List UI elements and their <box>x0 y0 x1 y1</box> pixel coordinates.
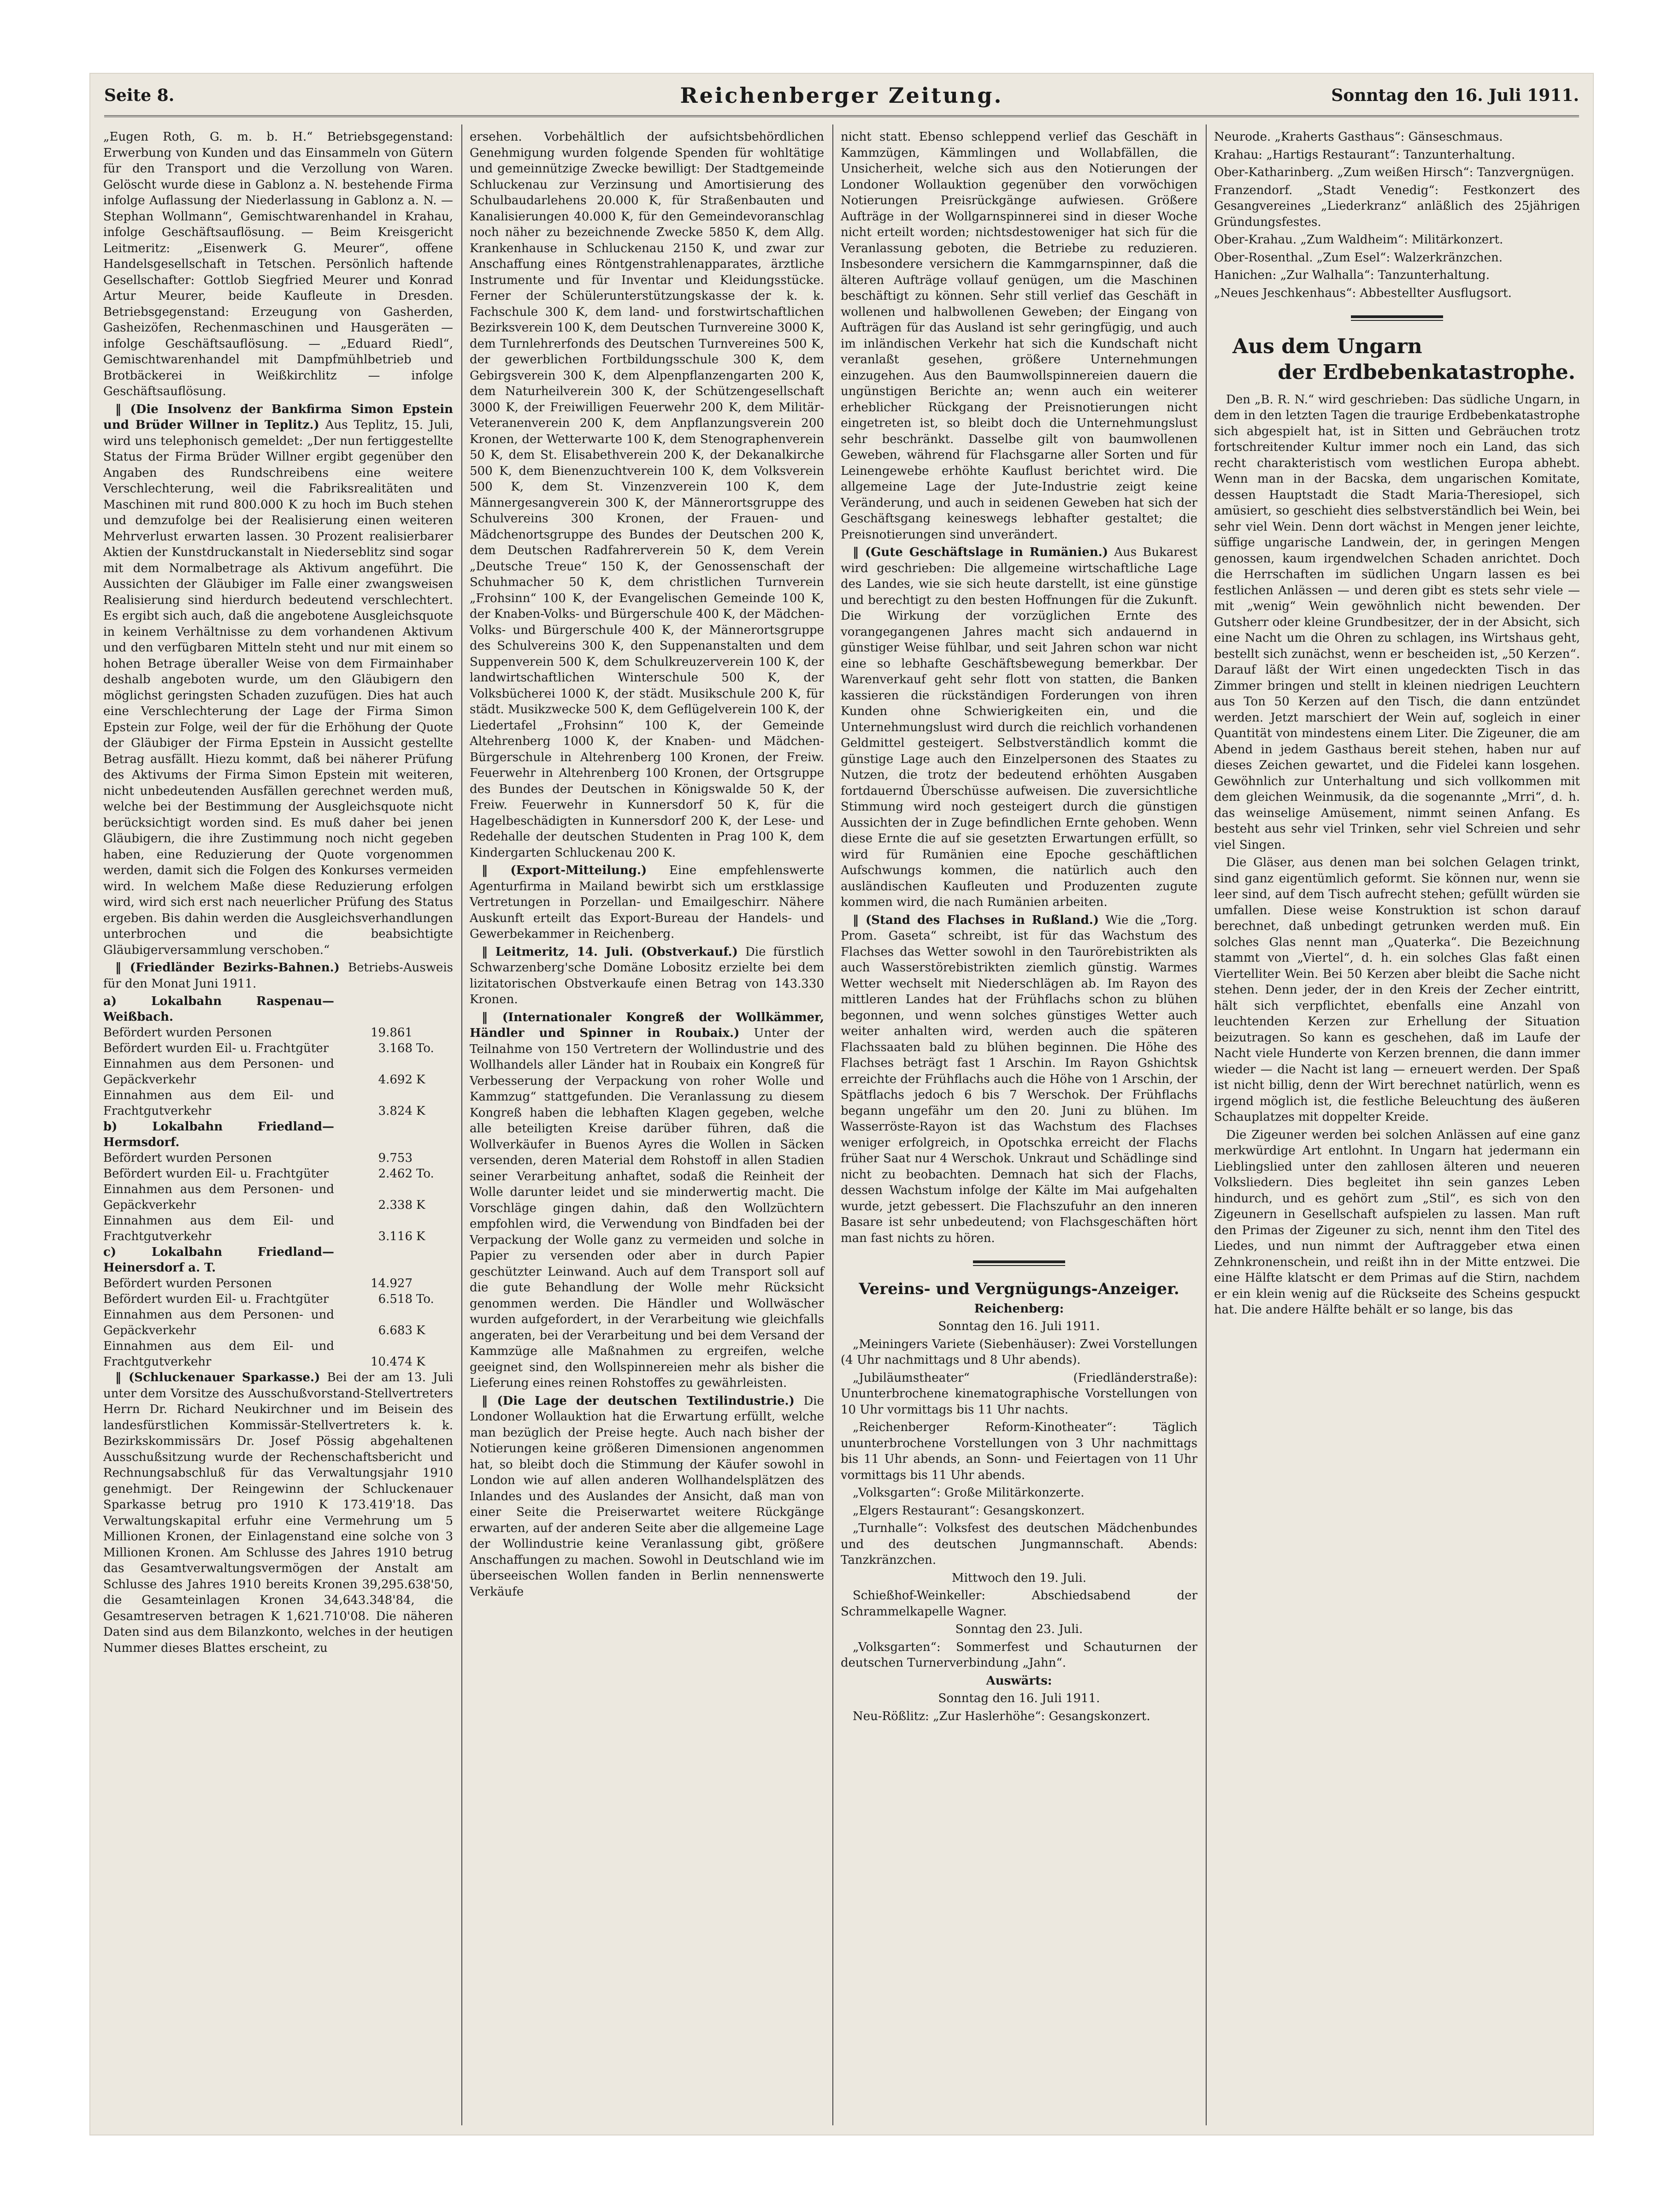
stats-value <box>334 994 413 1025</box>
event-entry: Ober-Krahau. „Zum Waldheim“: Militärkonzert. <box>1214 233 1503 247</box>
event-entry: „Volksgarten“: Große Militärkonzerte. <box>853 1486 1085 1500</box>
stats-row <box>103 1182 453 1213</box>
stats-row <box>103 1041 453 1056</box>
ornament-divider <box>841 1254 1197 1271</box>
stats-unit: K <box>416 1104 425 1118</box>
event-entry: Krahau: „Hartigs Restaurant“: Tanzunterhaltung. <box>1214 148 1515 162</box>
section-title-events: Vereins- und Vergnügungs-Anzeiger. <box>859 1279 1179 1298</box>
article-title-hungary: Aus dem Ungarn der Erdbebenkatastrophe. <box>1232 334 1575 384</box>
event-entry: „Volksgarten“: Sommerfest und Schauturnen der deutschen Turnerverbindung „Jahn“. <box>841 1640 1197 1670</box>
event-entry: Neurode. „Kraherts Gasthaus“: Gänseschmaus. <box>1214 130 1503 144</box>
stats-row <box>103 1213 453 1244</box>
article-fruit-sale: ‖ Leitmeritz, 14. Juli. (Obstverkauf.) Die fürstlich Schwarzenberg'sche Domäne Lobositz erzielte bei dem lizitatorischen Obstverkaufe einen Betrag von 143.330 Kronen. <box>470 945 825 1006</box>
stats-value: 3.824 <box>378 1104 413 1118</box>
stats-unit: K <box>416 1073 425 1087</box>
stats-label: Befördert wurden Personen <box>103 1277 272 1290</box>
page-number: Seite 8. <box>104 86 175 105</box>
stats-label: Einnahmen aus dem Eil- und Frachtgutverkehr <box>103 1214 334 1243</box>
column-rule <box>461 124 462 2125</box>
event-entry: „Neues Jeschkenhaus“: Abbestellter Ausflugsort. <box>1214 286 1512 300</box>
newspaper-page <box>90 74 1593 2135</box>
stats-row <box>103 1088 453 1119</box>
stats-unit: K <box>416 1198 425 1212</box>
stats-value: 9.753 <box>378 1151 413 1165</box>
railway-stats-table <box>103 994 453 1370</box>
event-entry: „Meiningers Variete (Siebenhäuser): Zwei Vorstellungen (4 Uhr nachmittags und 8 Uhr abends). <box>841 1337 1197 1367</box>
ornament-divider <box>1214 309 1580 325</box>
column-4 <box>1210 129 1584 2125</box>
stats-label: Befördert wurden Personen <box>103 1026 272 1040</box>
stats-label: Befördert wurden Eil- u. Frachtgüter <box>103 1041 329 1055</box>
column-3 <box>837 129 1201 2125</box>
page-header <box>104 83 1579 117</box>
stats-label: c) Lokalbahn Friedland—Heinersdorf a. T. <box>103 1245 334 1275</box>
event-date: Sonntag den 16. Juli 1911. <box>938 1692 1100 1705</box>
stats-value: 2.462 <box>378 1167 413 1181</box>
stats-unit: To. <box>416 1167 434 1181</box>
stats-value: 4.692 <box>378 1073 413 1087</box>
event-entry: „Elgers Restaurant“: Gesangskonzert. <box>853 1503 1085 1518</box>
stats-unit <box>413 1025 453 1041</box>
stats-value: 3.116 <box>378 1230 413 1243</box>
stats-label: Befördert wurden Eil- u. Frachtgüter <box>103 1167 329 1181</box>
stats-unit <box>413 994 453 1025</box>
event-date: Sonntag den 23. Juli. <box>955 1622 1083 1636</box>
stats-value: 10.474 <box>371 1355 413 1369</box>
article-heading-insolvency: ‖ (Die Insolvenz der Bankfirma Simon Epstein und Brüder Willner in Teplitz.) Aus Teplitz, 15. Juli, wird uns telephonisch gemeldet: „Der nun fertiggestellte Status der Firma Brüder Willner ergibt gegenüber den Angaben des Rundschreibens eine weitere Verschlechterung, weil die Fabriksrealitäten und Maschinen mit rund 800.000 K zu hoch im Buch stehen und demzufolge bei der Realisierung einen weiteren Mehrverlust erwarten lassen. 30 Prozent realisierbarer Aktien der Kunstdruckanstalt in Niederseblitz sind sogar mit dem Normalbetrage als Aktivum angeführt. Die Aussichten der Gläubiger im Falle einer zwangsweisen Realisierung sind hierdurch bedeutend verschlechtert. Es ergibt sich auch, daß die angebotene Ausgleichsquote in keinem Verhältnisse zu dem vorhandenen Aktivum und den verfügbaren Mitteln steht und nur mit einem so hohen Betrage überaller Weise von dem Firmainhaber deshalb angeboten wurde, um den Gläubigern den möglichst geringsten Schaden zuzufügen. Dies hat auch eine Verschlechterung der Lage der Firma Simon Epstein zur Folge, weil der für die Erhöhung der Quote der Gläubiger der Firma Epstein in Aussicht gestellte Betrag ausfällt. Hiezu kommt, daß bei näherer Prüfung des Aktivums der Firma Simon Epstein mit weiteren, nicht unbedeutenden Ausfällen gerechnet werden muß, welche bei der Bestimmung der Ausgleichsquote nicht berücksichtigt worden sind. Es muß daher bei jenen Gläubigern, die ihre Zustimmung noch nicht gegeben haben, eine Reduzierung der Quote vorgenommen werden, damit sich die Folgen des Konkurses vermeiden wird. In welchem Maße diese Reduzierung erfolgen wird, wird sich erst nach neuerlicher Prüfung des Status ergeben. Bis dahin werden die Ausgleichsverhandlungen unterbrochen und die beabsichtigte Gläubigerversammlung verschoben.“ <box>103 402 453 957</box>
event-entry: Hanichen: „Zur Walhalla“: Tanzunterhaltung. <box>1214 268 1490 282</box>
event-entry: „Reichenberger Reform-Kinotheater“: Täglich ununterbrochene Vorstellungen von 3 Uhr nachmittags bis 11 Uhr abends, an Sonn- und Feiertagen von 11 Uhr vormittags bis 11 Uhr abends. <box>841 1420 1197 1482</box>
stats-unit: To. <box>416 1041 434 1055</box>
stats-value: 19.861 <box>371 1026 413 1040</box>
column-rule <box>1206 124 1207 2125</box>
event-date: Sonntag den 16. Juli 1911. <box>938 1319 1100 1333</box>
article-romania: ‖ (Gute Geschäftslage in Rumänien.) Aus Bukarest wird geschrieben: Die allgemeine wirtschaftliche Lage des Landes, wie sie sich heute darstellt, ist eine günstige und berechtigt zu den besten Hoffnungen für die Zukunft. Die Wirkung der vorzüglichen Ernte des vorangegangenen Jahres macht sich andauernd in günstiger Weise fühlbar, und seit Jahren schon war nicht eine so lebhafte Geschäftsbewegung bemerkbar. Der Warenverkauf geht sehr flott von statten, die Banken kassieren die rückständigen Forderungen von ihren Kunden ohne Schwierigkeiten ein, und die Unternehmungslust wird durch die reichlich vorhandenen Geldmittel gesteigert. Selbstverständlich kommt die günstige Lage auch den Einzelpersonen des Staates zu Nutzen, die trotz der bedeutend erhöhten Ausgaben fortdauernd Überschüsse aufweisen. Die zuversichtliche Stimmung wird noch gesteigert durch die günstigen Aussichten der in Zuge befindlichen Ernte gehoben. Wenn diese Ernte die auf sie gesetzten Erwartungen erfüllt, so wird für Rumänien eine Epoche geschäftlichen Aufschwungs kommen, die natürlich auch den ausländischen Kaufleuten und Produzenten zugute kommen wird, die nach Rumänien arbeiten. <box>841 545 1197 909</box>
stats-unit: K <box>416 1355 425 1369</box>
stats-label: Einnahmen aus dem Personen- und Gepäckverkehr <box>103 1057 334 1087</box>
stats-label: Befördert wurden Eil- u. Frachtgüter <box>103 1292 329 1306</box>
event-entry: Schießhof-Weinkeller: Abschiedsabend der Schrammelkapelle Wagner. <box>841 1589 1197 1619</box>
event-entry: Neu-Rößlitz: „Zur Haslerhöhe“: Gesangskonzert. <box>853 1709 1150 1723</box>
event-entry: Ober-Katharinberg. „Zum weißen Hirsch“: Tanzvergnügen. <box>1214 166 1574 179</box>
article-savings-bank: ‖ (Schluckenauer Sparkasse.) Bei der am 13. Juli unter dem Vorsitze des Ausschußvorstand-Stellvertreters Herrn Dr. Richard Neukirchner und im Beisein des landesfürstlichen Kommissär-Stellvertreters k. k. Bezirkskommissärs Dr. Josef Pössig abgehaltenen Ausschußsitzung wurde der Rechenschaftsbericht und Rechnungsabschluß für das Verwaltungsjahr 1910 genehmigt. Der Reingewinn der Schluckenauer Sparkasse betrug pro 1910 K 173.419'18. Das Verwaltungskapital erfuhr eine Vermehrung um 5 Millionen Kronen, der Einlagenstand eine solche von 3 Millionen Kronen. Am Schlusse des Jahres 1910 betrug das Gesamtverwaltungsvermögen der Anstalt am Schlusse des Jahres 1910 bereits Kronen 39,295.638'50, die Gesamteinlagen Kronen 34,643.348'84, die Gesamtreserven betragen K 1,621.710'08. Die näheren Daten sind aus dem Bilanzkonto, welches in der heutigen Nummer dieses Blattes erscheint, zu <box>103 1371 453 1655</box>
stats-unit <box>413 1244 453 1276</box>
stats-group-row <box>103 994 453 1025</box>
stats-value: 6.683 <box>378 1324 413 1337</box>
stats-row <box>103 1056 453 1088</box>
stats-unit: K <box>416 1230 425 1243</box>
commerce-register-text: „Eugen Roth, G. m. b. H.“ Betriebsgegenstand: Erwerbung von Kunden und das Einsammeln von Gütern für den Transport und die Verzollung von Waren. Gelöscht wurde diese in Gablonz a. N. bestehende Firma infolge Auflassung der Niederlassung in Gablonz a. N. — Stephan Wollmann“, Gemischtwarenhandel in Krahau, infolge Geschäftsauflösung. — Beim Kreisgericht Leitmeritz: „Eisenwerk G. Meurer“, offene Handelsgesellschaft in Tetschen. Persönlich haftende Gesellschafter: Gottlob Siegfried Meurer und Konrad Artur Meurer, beide Kaufleute in Dresden. Betriebsgegenstand: Erzeugung von Gasherden, Gasheizöfen, Rechenmaschinen und Hausgeräten — infolge Geschäftsauflösung. — „Eduard Riedl“, Gemischtwarenhandel mit Dampfmühlbetrieb und Brotbäckerei in Weißkirchlitz — infolge Geschäftsauflösung. <box>103 130 453 398</box>
stats-value: 2.338 <box>378 1198 413 1212</box>
stats-group-row <box>103 1244 453 1276</box>
article-paragraph: Den „B. R. N.“ wird geschrieben: Das südliche Ungarn, in dem in den letzten Tagen die traurige Erdbebenkatastrophe sich abgespielt hat, ist in Sitten und Gebräuchen trotz fortschreitender Kultur immer noch ein Land, das sich recht charakteristisch vom westlichen Europa abhebt. Wenn man in der Bacska, dem ungarischen Komitate, dessen Hauptstadt die Stadt Maria-Theresiopel, sich amüsiert, so geschieht dies selbstverständlich bei Wein, bei sehr viel Wein. Denn dort wächst in Mengen jener leichte, süffige ungarische Landwein, der, in geringen Mengen genossen, kaum irgendwelchen Schaden anrichtet. Doch die Herrschaften im südlichen Ungarn lassen es bei festlichen Anlässen — und deren gibt es stets sehr viele — mit „wenig“ Wein gewöhnlich nicht bewenden. Der Gutsherr oder kleine Grundbesitzer, der in der Absicht, sich eine Nacht um die Ohren zu schlagen, ins Wirtshaus geht, bestellt sich zunächst, wenn er bescheiden ist, „50 Kerzen“. Darauf läßt der Wirt einen ungedeckten Tisch in das Zimmer bringen und stellt in kleinen niedrigen Leuchtern aus Ton 50 Kerzen auf den Tisch, die dann entzündet werden. Jetzt marschiert der Wein auf, sogleich in einer Quantität von mindestens einem Liter. Die Zigeuner, die am Abend in jedem Gasthaus bereit stehen, haben nur auf dieses Zeichen gewartet, und die Fidelei kann losgehen. Gewöhnlich zur Unterhaltung und sich vollkommen mit dem gleichen Weinmusik, da die sogenannte „Mrri“, d. h. das weinselige Amüsement, nimmt seinen Anfang. Es besteht aus sehr viel Trinken, sehr viel Schreien und sehr viel Singen. <box>1214 392 1580 852</box>
stats-row <box>103 1307 453 1338</box>
stats-unit: K <box>416 1324 425 1337</box>
stats-row <box>103 1150 453 1166</box>
stats-label: b) Lokalbahn Friedland—Hermsdorf. <box>103 1120 334 1149</box>
stats-label: a) Lokalbahn Raspenau—Weißbach. <box>103 994 334 1024</box>
article-wool-congress: ‖ (Internationaler Kongreß der Wollkämmer, Händler und Spinner in Roubaix.) Unter der Teilnahme von 150 Vertretern der Wollindustrie und des Wollhandels aller Länder hat in Roubaix ein Kongreß für Verbesserung der Verpackung von roher Wolle und Kammzug“ stattgefunden. Die Veranlassung zu diesem Kongreß haben die lebhaften Klagen gegeben, welche alle beteiligten Kreise darüber führen, daß die Wollverkäufer in Buenos Ayres die Wollen in Säcken versenden, deren Material dem Rohstoff in allen Stadien seiner Verarbeitung anhaftet, sodaß die Reinheit der Wolle darunter leidet und sie minderwertig macht. Die Vorschläge gingen dahin, daß den Wollzüchtern empfohlen wird, die Verwendung von Bindfaden bei der Verpackung der Wolle ganz zu vermeiden und solche in Papier zu versenden oder aber in durch Papier geschützter Leinwand. Auch auf dem Transport soll auf die gute Behandlung der Wolle mehr Rücksicht genommen werden. Die Händler und Wollwäscher wurden aufgefordert, in der Verarbeitung wie gleichfalls angeraten, bei der Verarbeitung und bei dem Versand der Kammzüge alle Maßnahmen zu ergreifen, welche geeignet sind, den Wollspinnereien mehr als bisher die Lieferung eines reinen Rohstoffes zu gewährleisten. <box>470 1010 825 1390</box>
column-2 <box>466 129 828 2125</box>
article-heading-railways: ‖ (Friedländer Bezirks-Bahnen.) Betriebs-Ausweis für den Monat Juni 1911. <box>103 961 454 991</box>
event-entry: „Turnhalle“: Volksfest des deutschen Mädchenbundes und des deutschen Jungmannschaft. Abends: Tanzkränzchen. <box>841 1521 1197 1567</box>
stats-label: Einnahmen aus dem Personen- und Gepäckverkehr <box>103 1183 334 1212</box>
donations-text: ersehen. Vorbehältlich der aufsichtsbehördlichen Genehmigung wurden folgende Spenden für wohltätige und gemeinnützige Zwecke bewilligt: Der Stadtgemeinde Schluckenau zur Verzinsung und Amortisierung des Schulbaudarlehens 20.000 K, für Straßenbauten und Kanalisierungen 40.000 K, für den Gemeindevoranschlag noch näher zu bezeichnende Zwecke 5850 K, dem Allg. Krankenhause in Schluckenau 2150 K, und zwar zur Anschaffung eines Röntgenstrahlenapparates, ärztliche Instrumente und für Inventar und Kleidungsstücke. Ferner der Schülerunterstützungskasse der k. k. Fachschule 300 K, dem land- und forstwirtschaftlichen Bezirksverein 100 K, dem Deutschen Turnvereine 3000 K, dem Turnlehrerfonds des Deutschen Turnvereines 500 K, der gewerblichen Fortbildungsschule 300 K, dem Gebirgsverein 300 K, dem Alpenpflanzengarten 200 K, dem Naturheilverein 300 K, der Schützengesellschaft 3000 K, der Freiwilligen Feuerwehr 200 K, dem Militär-Veteranenverein 200 K, dem Anpflanzungsverein 200 Kronen, der Wetterwarte 100 K, dem Stenographenverein 50 K, dem St. Elisabethverein 200 K, der Dekanalkirche 500 K, dem Bienenzuchtverein 100 K, dem Volksverein 500 K, dem St. Vinzenzverein 100 K, dem Männergesangverein 300 K, der Männerortsgruppe des Schulvereins 300 Kronen, der Frauen- und Mädchenortsgruppe des Bundes der Deutschen 200 K, dem Deutschen Radfahrerverein 50 K, dem Verein „Deutsche Treue“ 150 K, der Genossenschaft der Schuhmacher 50 K, dem christlichen Turnverein „Frohsinn“ 100 K, der Evangelischen Gemeinde 100 K, der Knaben-Volks- und Bürgerschule 400 K, der Mädchen-Volks- und Bürgerschule 400 K, der Männerortsgruppe des Schulvereins 300 K, den Suppenanstalten und dem Suppenverein 500 K, dem Schulkreuzerverein 100 K, der landwirtschaftlichen Winterschule 500 K, der Volksbücherei 1000 K, der städt. Musikschule 200 K, für städt. Musikzwecke 500 K, dem Geflügelverein 100 K, der Liedertafel „Frohsinn“ 100 K, der Gemeinde Altehrenberg 1000 K, der Knaben- und Mädchen-Bürgerschule in Altehrenberg 100 Kronen, der Freiw. Feuerwehr in Altehrenberg 100 Kronen, der Ortsgruppe des Bundes der Deutschen in Königswalde 50 K, der Freiw. Feuerwehr in Kunnersdorf 50 K, für die Hagelbeschädigten in Kunnersdorf 200 K, der Lese- und Redehalle der deutschen Studenten in Prag 100 K, dem Kindergarten Schluckenau 200 K. <box>470 130 824 860</box>
stats-row <box>103 1166 453 1182</box>
event-date: Mittwoch den 19. Juli. <box>951 1571 1087 1585</box>
stats-unit: To. <box>416 1292 434 1306</box>
stats-unit <box>413 1276 453 1291</box>
stats-value <box>334 1119 413 1150</box>
column-rule <box>832 124 833 2125</box>
event-entry: Ober-Rosenthal. „Zum Esel“: Walzerkränzchen. <box>1214 250 1503 265</box>
stats-row <box>103 1338 453 1370</box>
stats-row <box>103 1276 453 1291</box>
stats-label: Einnahmen aus dem Eil- und Frachtgutverkehr <box>103 1339 334 1369</box>
stats-unit <box>413 1150 453 1166</box>
stats-group-row <box>103 1119 453 1150</box>
event-entry: Franzendorf. „Stadt Venedig“: Festkonzert des Gesangvereines „Liederkranz“ anläßlich des 25jährigen Gründungsfestes. <box>1214 183 1580 229</box>
stats-label: Einnahmen aus dem Eil- und Frachtgutverkehr <box>103 1088 334 1118</box>
stats-label: Einnahmen aus dem Personen- und Gepäckverkehr <box>103 1308 334 1337</box>
article-export: ‖ (Export-Mitteilung.) Eine empfehlenswerte Agenturfirma in Mailand bewirbt sich um erstklassige Vertretungen in Porzellan- und Emailgeschirr. Nähere Auskunft erteilt das Export-Bureau der Handels- und Gewerbekammer in Reichenberg. <box>470 864 824 941</box>
stats-row <box>103 1291 453 1307</box>
stats-value <box>334 1244 413 1276</box>
stats-label: Befördert wurden Personen <box>103 1151 272 1165</box>
column-1 <box>100 129 457 2125</box>
issue-date: Sonntag den 16. Juli 1911. <box>1331 86 1579 105</box>
stats-value: 6.518 <box>378 1292 413 1306</box>
newspaper-title: Reichenberger Zeitung. <box>680 83 1003 108</box>
article-paragraph: Die Gläser, aus denen man bei solchen Gelagen trinkt, sind ganz eigentümlich geformt. Sie können nur, wenn sie leer sind, auf dem Tisch aufrecht stehen; gefüllt würden sie umfallen. Diese weise Konstruktion ist schon darauf berechnet, daß unbedingt getrunken werden muß. Ein solches Glas nennt man „Quaterka“. Die Bezeichnung stammt von „Viertel“, d. h. ein solches Glas faßt einen Viertelliter Wein. Bei 50 Kerzen aber bleibt die Sache nicht stehen. Denn jeder, der in den Kreis der Zecher eintritt, hält sich verpflichtet, ebenfalls eine Anzahl von leuchtenden Kerzen zur Erhellung der Situation beizutragen. So kann es geschehen, daß im Laufe der Nacht viele Hunderte von Kerzen brennen, die dann immer wieder — die Nacht ist lang — erneuert werden. Der Spaß ist nicht billig, denn der Wirt berechnet natürlich, wenn es irgend möglich ist, die festliche Beleuchtung des äußeren Schauplatzes mit doppelter Kreide. <box>1214 856 1580 1124</box>
article-textile-industry: ‖ (Die Lage der deutschen Textilindustrie.) Die Londoner Wollauktion hat die Erwartung erfüllt, welche man bezüglich der Preise hegte. Auch nach bisher der Notierungen keine größeren Dimensionen angenommen hat, so bleibt doch die Stimmung der Käufer sowohl in London wie auf allen anderen Wollhandelsplätzen des Inlandes und des Auslandes der Ansicht, daß man von einer Seite die Preiserwartet weitere Rückgänge erwarten, auf der anderen Seite aber die allgemeine Lage der Wollindustrie keine Veranlassung gibt, größere Anschaffungen zu machen. Sowohl in Deutschland wie im überseeischen Wollen fanden in Berlin nennenswerte Verkäufe <box>470 1394 824 1599</box>
textile-continued: nicht statt. Ebenso schleppend verlief das Geschäft in Kammzügen, Kämmlingen und Wollabfällen, die Unsicherheit, welche sich aus den Notierungen der Londoner Wollauktion gegenüber den vorwöchigen Notierungen Preisrückgänge aufwiesen. Größere Aufträge in der Wollgarnspinnerei sind in dieser Woche nicht erteilt worden; nichtsdestoweniger hat sich für die Veranlassung geboten, die Betriebe zu reduzieren. Insbesondere versichern die Kammgarnspinner, daß die älteren Aufträge vollauf genügen, um die Maschinen beschäftigt zu können. Sehr still verlief das Geschäft in wollenen und halbwollenen Geweben; der Eingang von Aufträgen für das Ausland ist sehr geringfügig, und auch im inländischen Verkehr hat sich die Kundschaft nicht veranlaßt gesehen, größere Unternehmungen einzugehen. Aus den Baumwollspinnereien dauern die ungünstigen Berichte an; wenn auch ein weiterer erheblicher Rückgang der Preisnotierungen nicht eingetreten ist, so bleibt doch die Unternehmungslust sehr beschränkt. Dasselbe gilt von baumwollenen Geweben, während für Flachsgarne aller Sorten und für Leinengewebe erhöhte Kauflust berichtet wird. Die allgemeine Lage der Jute-Industrie zeigt keine Veränderung, und auch in seidenen Geweben hat sich der Geschäftsgang keineswegs lebhafter gestaltet; die Preisnotierungen sind unverändert. <box>841 130 1197 542</box>
location-auswaerts: Auswärts: <box>986 1674 1052 1688</box>
stats-row <box>103 1025 453 1041</box>
stats-unit <box>413 1119 453 1150</box>
location-reichenberg: Reichenberg: <box>974 1301 1064 1316</box>
stats-value: 3.168 <box>378 1041 413 1055</box>
article-flax-russia: ‖ (Stand des Flachses in Rußland.) Wie die „Torg. Prom. Gaseta“ schreibt, ist für das Wachstum des Flachses das Wetter sowohl in den Taurörebistrikten als auch Wasserstörebistrikten ziemlich günstig. Warmes Wetter wechselt mit Niederschlägen ab. Im Rayon des mittleren Landes hat der Frühflachs schon zu blühen begonnen, und wenn solches günstiges Wetter auch weiter anhalten wird, werden auch die späteren Flachssaaten bald zu blühen beginnen. Die Höhe des Flachses beträgt fast 1 Arschin. Im Rayon Gshichtsk erreichte der Frühflachs auch die Höhe von 1 Arschin, der Spätflachs jedoch 6 bis 7 Werschok. Der Frühflachs begann ungefähr um den 20. Juni zu blühen. Im Wasserröste-Rayon ist das Wachstum des Flachses weniger erfolgreich, in Opotschka erreicht der Flachs früher Saat nur 4 Werschok. Unkraut und Schädlinge sind nicht zu beobachten. Demnach hat sich der Flachs, dessen Wachstum infolge der Kälte im Mai aufgehalten wurde, jetzt gebessert. Die Flachszufuhr an den inneren Basare ist sehr unbedeutend; von Flachsgeschäften hört man fast nichts zu hören. <box>841 913 1198 1245</box>
article-paragraph: Die Zigeuner werden bei solchen Anlässen auf eine ganz merkwürdige Art entlohnt. In Ungarn hat jedermann ein Lieblingslied unter den zahllosen älteren und neueren Volksliedern. Dies begleitet ihn sein ganzes Leben hindurch, und es gehört zum „Stil“, es sich von den Zigeunern in Gesellschaft aufspielen zu lassen. Man ruft den Primas der Zigeuner zu sich, nennt ihm den Titel des Liedes, und nun nimmt der Auftraggeber etwa einen Zehnkronenschein, und reißt ihn in der Mitte entzwei. Die eine Hälfte klatscht er dem Primas auf die Stirn, nachdem er ein klein wenig auf die Rückseite des Scheins gespuckt hat. Die andere Hälfte behält er so lange, bis das <box>1214 1128 1580 1317</box>
stats-value: 14.927 <box>371 1277 413 1290</box>
event-entry: „Jubiläumstheater“ (Friedländerstraße): Ununterbrochene kinematographische Vorstellungen von 10 Uhr vormittags bis 11 Uhr nachts. <box>841 1371 1197 1417</box>
